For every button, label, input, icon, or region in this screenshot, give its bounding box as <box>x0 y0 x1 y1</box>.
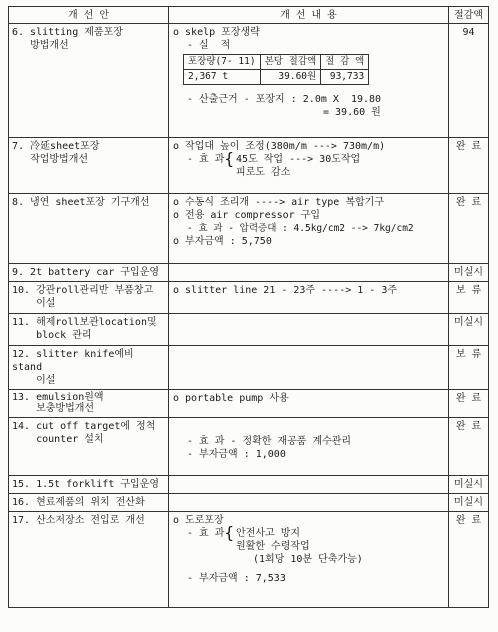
content-line: o portable pump 사용 <box>173 393 289 404</box>
row-content <box>169 194 449 264</box>
savings-subtable <box>183 54 369 85</box>
row-item: 12. slitter knife예비 stand 이설 <box>12 349 134 386</box>
content-line: (1회당 10분 단축가능) <box>253 554 363 565</box>
row-item: 15. 1.5t forklift 구입운영 <box>12 479 160 490</box>
row-content <box>169 418 449 476</box>
row-content <box>169 24 449 138</box>
brace-icon: { <box>224 523 235 542</box>
improvement-table <box>8 6 489 608</box>
row-item: 16. 현료제품의 위치 전산화 <box>12 497 145 508</box>
table-row <box>9 24 489 138</box>
row-content <box>169 264 449 282</box>
header-content: 개 선 내 용 <box>169 7 449 24</box>
row-content <box>169 476 449 494</box>
content-line: o 수동식 조리개 ----> air type 복합기구 <box>173 197 384 208</box>
row-result: 미실시 <box>454 317 483 328</box>
row-result: 보 류 <box>455 349 482 360</box>
subtable-cell: 39.60원 <box>260 70 321 85</box>
row-item: 9. 2t battery car 구입운영 <box>12 267 160 278</box>
content-line: o 작업대 높이 조정(380m/m ---> 730m/m) <box>173 141 386 152</box>
subtable-header: 포장량(7- 11) <box>184 55 261 70</box>
table-row <box>9 346 489 390</box>
content-line: - 효 과 <box>187 154 225 165</box>
row-item: 11. 해제roll보관location및 block 관리 <box>12 317 157 341</box>
content-line: - 효 과 - 정확한 재공품 계수관리 <box>187 436 352 447</box>
table-row <box>9 512 489 608</box>
table-row <box>9 264 489 282</box>
row-item: 10. 강관roll관리반 부품창고 이설 <box>12 285 154 309</box>
row-result: 미실시 <box>454 479 483 490</box>
content-line: o 전용 air compressor 구입 <box>173 210 321 221</box>
row-item: 8. 냉연 sheet포장 기구개선 <box>12 197 150 208</box>
row-result: 미실시 <box>454 497 483 508</box>
table-row <box>9 476 489 494</box>
row-result: 94 <box>462 27 475 38</box>
content-line: o skelp 포장생략 <box>173 27 260 38</box>
content-line: o 부자금액 : 5,750 <box>173 236 272 247</box>
row-content <box>169 282 449 314</box>
content-line: - 부자금액 : 1,000 <box>187 449 286 460</box>
table-row <box>9 494 489 512</box>
row-result: 보 류 <box>455 285 482 296</box>
row-content <box>169 138 449 194</box>
content-line: 안전사고 방지 <box>236 528 301 539</box>
content-line: 원활한 수령작업 <box>236 541 310 552</box>
row-result: 미실시 <box>454 267 483 278</box>
row-content <box>169 346 449 390</box>
row-result: 완 료 <box>455 515 482 526</box>
subtable-header: 본당 절감액 <box>260 55 321 70</box>
table-row <box>9 314 489 346</box>
content-line: - 실 적 <box>187 40 231 51</box>
content-line: o slitter line 21 - 23주 ----> 1 - 3주 <box>173 285 398 296</box>
row-result: 완 료 <box>455 393 482 404</box>
content-line: o 도로포장 <box>173 515 224 526</box>
table-row <box>9 390 489 418</box>
row-item: 13. emulsion원액 보충방법개선 <box>12 392 104 414</box>
row-result: 완 료 <box>455 197 482 208</box>
header-proposal: 개 선 안 <box>9 7 169 24</box>
row-content <box>169 512 449 608</box>
subtable-cell: 93,733 <box>321 70 369 85</box>
content-line: - 산출근거 - 포장지 : 2.0m X 19.80 <box>187 94 382 105</box>
row-content <box>169 494 449 512</box>
content-line: = 39.60 원 <box>323 107 381 118</box>
subtable-cell: 2,367 t <box>184 70 261 85</box>
table-row <box>9 282 489 314</box>
subtable-header: 절 감 액 <box>321 55 369 70</box>
row-item: 14. cut off target에 정척 counter 설치 <box>12 421 156 445</box>
row-content <box>169 390 449 418</box>
content-line: - 효 과 - 압력증대 : 4.5kg/cm2 --> 7kg/cm2 <box>187 223 414 234</box>
content-line: 피로도 감소 <box>236 167 291 178</box>
row-result: 완 료 <box>455 141 482 152</box>
row-item: 6. slitting 제품포장 방법개선 <box>12 27 123 51</box>
row-item: 7. 冷延sheet포장 작업방법개선 <box>12 141 100 165</box>
header-savings: 절감액 <box>449 7 489 24</box>
table-row <box>9 418 489 476</box>
row-item: 17. 산소저장소 전입로 개선 <box>12 515 145 526</box>
brace-icon: { <box>224 149 235 168</box>
row-content <box>169 314 449 346</box>
content-line: 45도 작업 ---> 30도작업 <box>236 154 361 165</box>
row-result: 완 료 <box>455 421 482 432</box>
table-row <box>9 194 489 264</box>
table-header-row <box>9 7 489 24</box>
content-line: - 부자금액 : 7,533 <box>187 573 286 584</box>
content-line: - 효 과 <box>187 528 225 539</box>
table-row <box>9 138 489 194</box>
